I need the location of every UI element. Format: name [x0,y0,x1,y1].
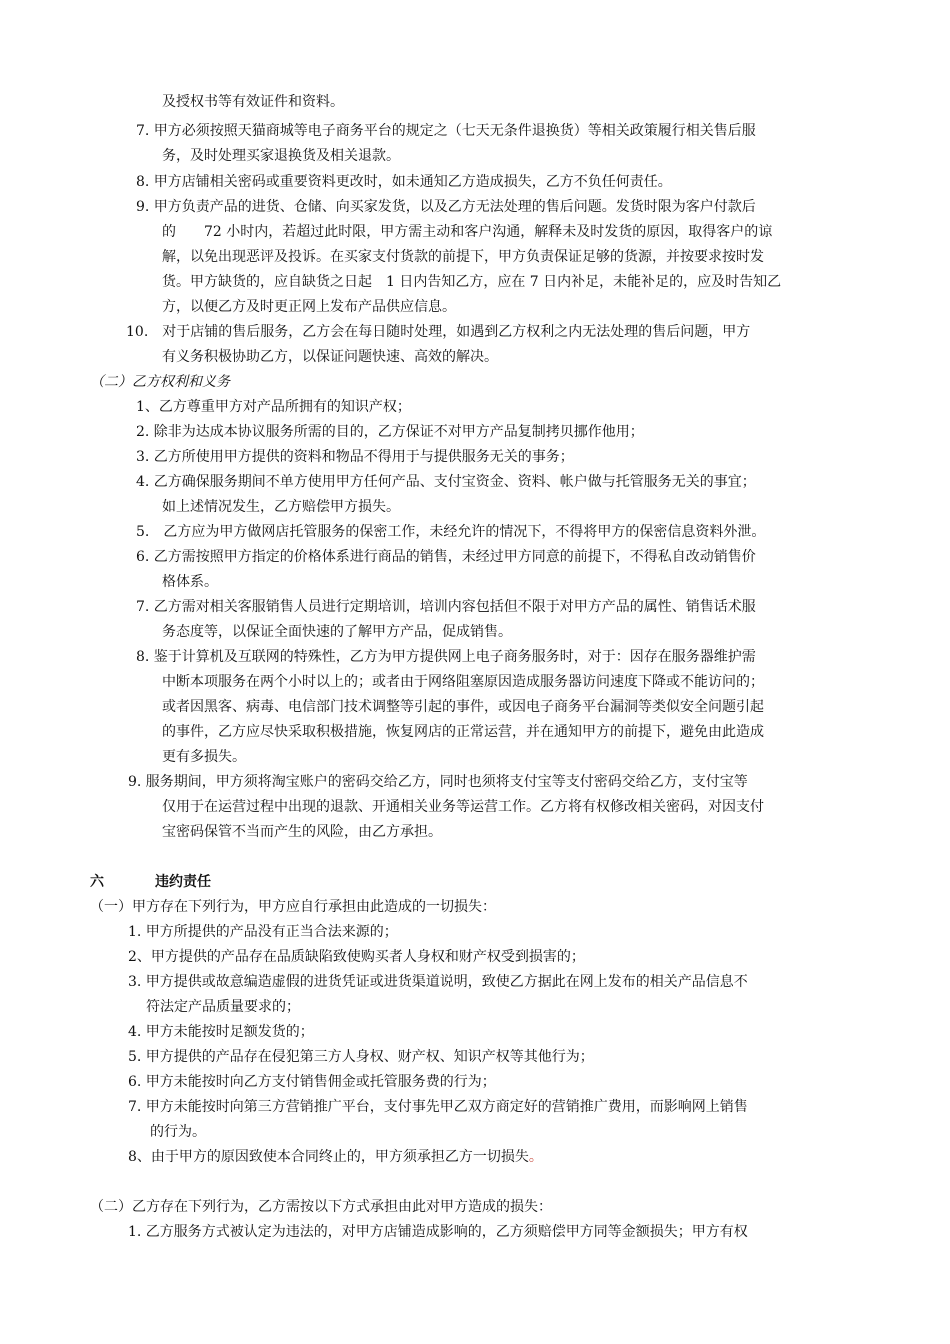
list-item-3: 3. 乙方所使用甲方提供的资料和物品不得用于与提供服务无关的事务； [136,449,574,465]
list-item-8-cont: 的事件，乙方应尽快采取积极措施，恢复网店的正常运营，并在通知甲方的前提下，避免由此造成 [162,724,764,740]
list-item-7: 7. 乙方需对相关客服销售人员进行定期培训，培训内容包括但不限于对甲方产品的属性、销售话术服 [136,599,756,615]
section-heading: （二）乙方权利和义务 [90,374,230,390]
section-number: 六 [90,874,104,890]
list-item-4: 4. 乙方确保服务期间不单方使用甲方任何产品、支付宝资金、资料、帐户做与托管服务无关的事宜； [136,474,756,490]
list-item-9-cont: 的 72 小时内，若超过此时限，甲方需主动和客户沟通，解释未及时发货的原因，取得客户的谅 [162,224,773,240]
list-item-8: 8. 鉴于计算机及互联网的特殊性，乙方为甲方提供网上电子商务服务时，对于：因存在服务器维护需 [136,649,756,665]
list-item-4: 4. 甲方未能按时足额发货的； [128,1024,314,1040]
list-item-8 [128,1147,543,1167]
list-item-9-cont: 宝密码保管不当而产生的风险，由乙方承担。 [162,824,442,840]
list-item-9-cont: 解，以免出现恶评及投诉。在买家支付货款的前提下，甲方负责保证足够的货源，并按要求按时发 [162,249,764,265]
list-item-2: 2. 除非为达成本协议服务所需的目的，乙方保证不对甲方产品复制拷贝挪作他用； [136,424,644,440]
list-item-7: 7. 甲方必须按照天猫商城等电子商务平台的规定之（七天无条件退换货）等相关政策履行相关售后服 [136,123,756,139]
list-item-9: 9. 甲方负责产品的进货、仓储、向买家发货，以及乙方无法处理的售后问题。发货时限为客户付款后 [136,199,756,215]
list-item-1: 1、乙方尊重甲方对产品所拥有的知识产权； [136,399,411,415]
list-item-1: 1. 甲方所提供的产品没有正当合法来源的； [128,924,398,940]
list-item-9-cont: 仅用于在运营过程中出现的退款、开通相关业务等运营工作。乙方将有权修改相关密码，对因支付 [162,799,764,815]
list-item-8-cont: 或者因黑客、病毒、电信部门技术调整等引起的事件，或因电子商务平台漏洞等类似安全问题引起 [162,699,764,715]
list-item-8-cont: 中断本项服务在两个小时以上的；或者由于网络阻塞原因造成服务器访问速度下降或不能访问的； [162,674,764,690]
list-item-7-cont: 务态度等，以保证全面快速的了解甲方产品，促成销售。 [162,624,512,640]
list-item-8: 8. 甲方店铺相关密码或重要资料更改时，如未通知乙方造成损失，乙方不负任何责任。 [136,174,672,190]
list-item-7: 7. 甲方未能按时向第三方营销推广平台，支付事先甲乙双方商定好的营销推广费用，而影响网上销售 [128,1099,748,1115]
list-item-3-cont: 符法定产品质量要求的； [146,999,300,1015]
paragraph-line: 及授权书等有效证件和资料。 [162,94,344,110]
list-item-6: 6. 甲方未能按时向乙方支付销售佣金或托管服务费的行为； [128,1074,496,1090]
list-item-10-cont: 有义务积极协助乙方，以保证问题快速、高效的解决。 [162,349,498,365]
list-item-9: 9. 服务期间，甲方须将淘宝账户的密码交给乙方，同时也须将支付宝等支付密码交给乙方，支付宝等 [128,774,748,790]
list-item-8-period: 。 [528,1149,543,1165]
list-item-5: 5. 乙方应为甲方做网店托管服务的保密工作，未经允许的情况下，不得将甲方的保密信息资料外泄。 [136,524,766,540]
list-item-6-cont: 格体系。 [162,574,218,590]
list-item-6: 6. 乙方需按照甲方指定的价格体系进行商品的销售，未经过甲方同意的前提下，不得私自改动销售价 [136,549,756,565]
list-item-1: 1. 乙方服务方式被认定为违法的，对甲方店铺造成影响的，乙方须赔偿甲方同等金额损失；甲方有权 [128,1224,748,1240]
section-title: 违约责任 [155,874,211,890]
list-item-8-text: 8、由于甲方的原因致使本合同终止的，甲方须承担乙方一切损失 [128,1149,529,1165]
list-item-7-cont: 务，及时处理买家退换货及相关退款。 [162,148,400,164]
list-item-5: 5. 甲方提供的产品存在侵犯第三方人身权、财产权、知识产权等其他行为； [128,1049,594,1065]
list-item-7-cont: 的行为。 [150,1124,206,1140]
list-item-10: 10. 对于店铺的售后服务，乙方会在每日随时处理，如遇到乙方权利之内无法处理的售后问题，甲方 [126,324,751,340]
list-item-8-cont: 更有多损失。 [162,749,246,765]
list-item-3: 3. 甲方提供或故意编造虚假的进货凭证或进货渠道说明，致使乙方据此在网上发布的相关产品信息不 [128,974,748,990]
list-item-9-cont: 方，以便乙方及时更正网上发布产品供应信息。 [162,299,456,315]
subsection-heading: （二）乙方存在下列行为，乙方需按以下方式承担由此对甲方造成的损失： [90,1199,552,1215]
subsection-heading: （一）甲方存在下列行为，甲方应自行承担由此造成的一切损失： [90,899,496,915]
list-item-2: 2、甲方提供的产品存在品质缺陷致使购买者人身权和财产权受到损害的； [128,949,585,965]
list-item-4-cont: 如上述情况发生，乙方赔偿甲方损失。 [162,499,400,515]
list-item-9-cont: 货。甲方缺货的，应自缺货之日起 1 日内告知乙方，应在 7 日内补足，未能补足的，应及时告知乙 [162,274,782,290]
